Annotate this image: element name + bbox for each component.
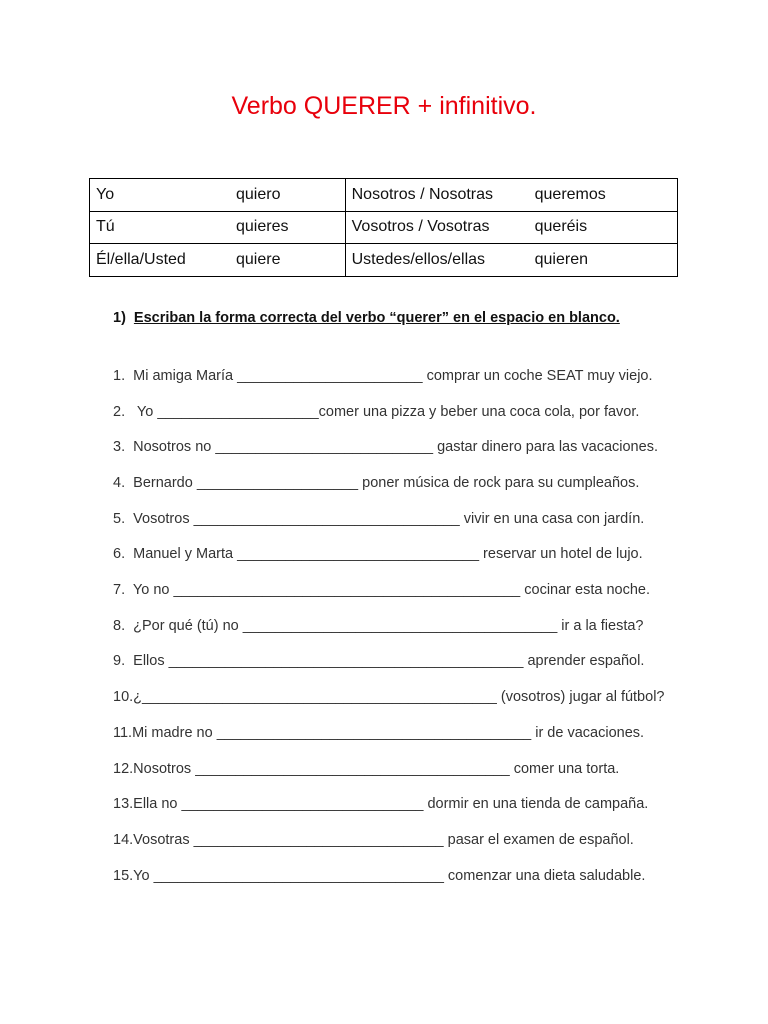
exercise-item: 8. ¿Por qué (tú) no _______________________________________ ir a la fiesta?: [113, 618, 644, 634]
exercise-item: 10.¿____________________________________________ (vosotros) jugar al fútbol?: [113, 689, 665, 705]
exercise-item: 9. Ellos ____________________________________________ aprender español.: [113, 653, 645, 669]
exercise-item: 2. Yo ____________________comer una pizza y beber una coca cola, por favor.: [113, 404, 640, 420]
exercise-item: 12.Nosotros _______________________________________ comer una torta.: [113, 761, 620, 777]
pronoun: Tú: [96, 218, 115, 236]
page-title: Verbo QUERER + infinitivo.: [231, 92, 537, 120]
table-row: [90, 211, 678, 244]
verb-form: quieres: [236, 218, 289, 236]
instruction-number: 1): [113, 310, 126, 326]
exercise-item: 14.Vosotras _______________________________ pasar el examen de español.: [113, 832, 634, 848]
exercise-item: 3. Nosotros no ___________________________ gastar dinero para las vacaciones.: [113, 439, 658, 455]
table-row: [90, 244, 678, 277]
exercise-item: 5. Vosotros _________________________________ vivir en una casa con jardín.: [113, 511, 645, 527]
pronoun: Nosotros / Nosotras: [351, 185, 494, 203]
exercise-item: 1. Mi amiga María _______________________ comprar un coche SEAT muy viejo.: [113, 368, 653, 384]
instruction: [113, 310, 620, 326]
exercise-item: 15.Yo ____________________________________ comenzar una dieta saludable.: [113, 868, 646, 884]
pronoun: Vosotros / Vosotras: [351, 218, 490, 236]
table-row: [90, 179, 678, 212]
pronoun: Ustedes/ellos/ellas: [351, 250, 486, 268]
pronoun: Él/ella/Usted: [96, 250, 186, 268]
pronoun: Yo: [96, 185, 115, 203]
verb-form: quieren: [534, 250, 588, 268]
exercise-item: 6. Manuel y Marta ______________________________ reservar un hotel de lujo.: [113, 546, 643, 562]
conjugation-table: [89, 178, 678, 277]
exercise-item: 7. Yo no ___________________________________________ cocinar esta noche.: [113, 582, 651, 598]
exercise-item: 13.Ella no ______________________________ dormir en una tienda de campaña.: [113, 796, 649, 812]
verb-form: queremos: [534, 185, 606, 203]
verb-form: quiero: [236, 185, 281, 203]
exercise-item: 11.Mi madre no _______________________________________ ir de vacaciones.: [113, 725, 645, 741]
verb-form: queréis: [534, 218, 588, 236]
exercise-item: 4. Bernardo ____________________ poner música de rock para su cumpleaños.: [113, 475, 640, 491]
instruction-text: Escriban la forma correcta del verbo “querer” en el espacio en blanco.: [133, 310, 620, 326]
verb-form: quiere: [236, 250, 281, 268]
